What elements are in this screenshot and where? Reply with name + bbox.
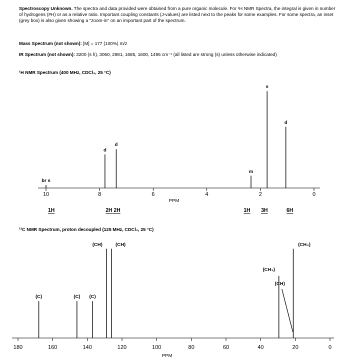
cnmr-tick-label: 80: [188, 345, 195, 351]
hnmr-integral: 1H: [48, 208, 55, 214]
cnmr-tick-label: 120: [117, 345, 127, 351]
hnmr-tick-label: 0: [312, 192, 316, 198]
hnmr-peak-label: br s: [41, 178, 51, 184]
hnmr-tick-label: 10: [42, 192, 50, 198]
hnmr-peak-label: d: [284, 120, 288, 126]
hnmr-peak-label: s: [265, 85, 269, 91]
hnmr-integral: 6H: [286, 208, 294, 214]
hnmr-title: ¹H NMR Spectrum (400 MHz, CDCl₃, 25 °C): [19, 70, 111, 75]
cnmr-peak-label: (C): [73, 295, 81, 301]
cnmr-arrow: [282, 289, 293, 332]
hnmr-peak-label: d: [103, 148, 107, 154]
cnmr-tick-label: 160: [48, 345, 58, 351]
hnmr-peak-label: d: [114, 143, 118, 149]
hnmr-peak-label: m: [248, 169, 254, 175]
intro-heading: Spectroscopy Unknown.: [19, 6, 73, 11]
ir-label: IR Spectrum (not shown):: [19, 52, 75, 57]
cnmr-tick-label: 140: [82, 345, 92, 351]
hnmr-axis-label: PPM: [168, 199, 180, 204]
hnmr-integral: 3H: [261, 208, 268, 214]
hnmr-integral: 1H: [243, 208, 251, 214]
cnmr-peak-label: (C): [35, 295, 43, 301]
cnmr-tick-label: 0: [328, 345, 332, 351]
mass-label: Mass Spectrum (not shown):: [19, 41, 82, 46]
ir-value: 3200 (s h), 3060, 2981, 1685, 1600, 1495 cm⁻¹ (all listed are strong (s) unless otherwise indicated): [74, 52, 277, 57]
cnmr-peak-label: (CH): [274, 282, 285, 287]
hnmr-integral: 2H 2H: [105, 208, 121, 214]
cnmr-tick-label: 60: [222, 345, 230, 351]
cnmr-tick-label: 180: [13, 345, 23, 351]
cnmr-peak-label: (CH): [115, 242, 126, 248]
hnmr-tick-label: 2: [258, 192, 262, 198]
cnmr-tick-label: 20: [292, 345, 299, 351]
hnmr-tick-label: 8: [98, 192, 102, 198]
cnmr-tick-label: 100: [152, 345, 162, 351]
cnmr-peak-label: (C): [89, 295, 96, 301]
intro-body: The spectra and data provided were obtained from a pure organic molecule. For ¹H NMR Spectra, the integral is given in number of hydrogens (#H) or as a relative ratio. Important coupling constants (J-values) are listed next to the peaks for some examples. For some spectra, an inset (grey box) is also given showing a "zoom-in" on an important part of the spectrum.: [19, 6, 336, 24]
cnmr-peak-label: (CH): [92, 242, 103, 248]
hnmr-tick-label: 4: [205, 192, 209, 198]
hnmr-tick-label: 6: [151, 192, 155, 198]
mass-value: [M] = 177 (100%) m/z: [81, 41, 128, 46]
cnmr-peak-label: (CH₃): [298, 242, 311, 248]
cnmr-title: ¹³C NMR Spectrum, proton decoupled (125 MHz, CDCl₃, 25 °C): [19, 227, 154, 232]
cnmr-tick-label: 40: [257, 345, 264, 351]
cnmr-axis-label: PPM: [161, 354, 173, 359]
cnmr-peak-label: (CH₃): [262, 267, 276, 273]
